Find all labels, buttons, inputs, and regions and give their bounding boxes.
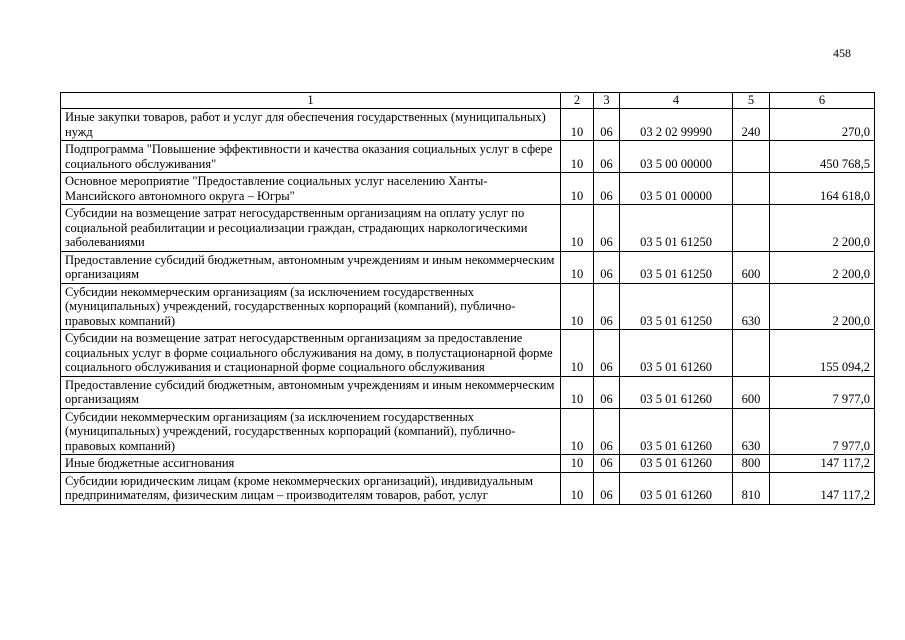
row-section: 10 [561,283,594,330]
row-expense-type [733,330,770,377]
row-target-code: 03 5 00 00000 [620,141,733,173]
row-amount: 147 117,2 [770,455,875,473]
header-cell-5: 5 [733,93,770,109]
row-name: Субсидии некоммерческим организациям (за исключением государственных (муниципальных) учреждений, государственных корпораций (компаний), публично-правовых компаний) [61,408,561,455]
row-target-code: 03 5 01 61260 [620,376,733,408]
row-amount: 147 117,2 [770,472,875,504]
row-section: 10 [561,251,594,283]
table-row [61,173,875,205]
header-cell-2: 2 [561,93,594,109]
row-name: Предоставление субсидий бюджетным, автономным учреждениям и иным некоммерческим организациям [61,376,561,408]
row-subsection: 06 [594,472,620,504]
header-cell-6: 6 [770,93,875,109]
row-subsection: 06 [594,251,620,283]
header-cell-4: 4 [620,93,733,109]
row-target-code: 03 5 01 00000 [620,173,733,205]
row-target-code: 03 5 01 61250 [620,205,733,252]
row-section: 10 [561,109,594,141]
row-target-code: 03 5 01 61250 [620,251,733,283]
budget-table [60,92,875,505]
table-row [61,283,875,330]
row-name: Субсидии на возмещение затрат негосударственным организациям на оплату услуг по социальной реабилитации и ресоциализации граждан, страдающих наркологическими заболеваниями [61,205,561,252]
row-subsection: 06 [594,408,620,455]
page-number: 458 [833,46,851,60]
row-target-code: 03 5 01 61260 [620,472,733,504]
row-amount: 2 200,0 [770,283,875,330]
row-name: Иные закупки товаров, работ и услуг для обеспечения государственных (муниципальных) нужд [61,109,561,141]
table-row [61,251,875,283]
table-row [61,205,875,252]
row-target-code: 03 5 01 61250 [620,283,733,330]
row-name: Иные бюджетные ассигнования [61,455,561,473]
table-row [61,455,875,473]
row-expense-type [733,205,770,252]
row-section: 10 [561,455,594,473]
row-name: Предоставление субсидий бюджетным, автономным учреждениям и иным некоммерческим организациям [61,251,561,283]
row-section: 10 [561,408,594,455]
row-name: Субсидии некоммерческим организациям (за исключением государственных (муниципальных) учреждений, государственных корпораций (компаний), публично-правовых компаний) [61,283,561,330]
row-subsection: 06 [594,109,620,141]
row-expense-type [733,173,770,205]
header-cell-3: 3 [594,93,620,109]
row-expense-type: 800 [733,455,770,473]
row-section: 10 [561,330,594,377]
row-expense-type: 600 [733,251,770,283]
row-name: Основное мероприятие "Предоставление социальных услуг населению Ханты-Мансийского автономного округа – Югры" [61,173,561,205]
row-amount: 155 094,2 [770,330,875,377]
table-row [61,472,875,504]
row-expense-type: 600 [733,376,770,408]
row-section: 10 [561,173,594,205]
row-name: Субсидии юридическим лицам (кроме некоммерческих организаций), индивидуальным предпринимателям, физическим лицам – производителям товаров, работ, услуг [61,472,561,504]
row-amount: 450 768,5 [770,141,875,173]
row-target-code: 03 2 02 99990 [620,109,733,141]
row-subsection: 06 [594,455,620,473]
row-expense-type [733,141,770,173]
row-amount: 270,0 [770,109,875,141]
row-section: 10 [561,376,594,408]
row-expense-type: 810 [733,472,770,504]
row-amount: 7 977,0 [770,408,875,455]
table-row [61,330,875,377]
row-name: Субсидии на возмещение затрат негосударственным организациям за предоставление социальных услуг в форме социального обслуживания на дому, в полустационарной форме социального обслуживания и стационарной форме социального обслуживания [61,330,561,377]
row-expense-type: 240 [733,109,770,141]
row-name: Подпрограмма "Повышение эффективности и качества оказания социальных услуг в сфере социального обслуживания" [61,141,561,173]
row-target-code: 03 5 01 61260 [620,330,733,377]
row-amount: 2 200,0 [770,205,875,252]
row-subsection: 06 [594,330,620,377]
row-subsection: 06 [594,173,620,205]
row-subsection: 06 [594,376,620,408]
row-amount: 7 977,0 [770,376,875,408]
row-amount: 164 618,0 [770,173,875,205]
row-section: 10 [561,205,594,252]
row-target-code: 03 5 01 61260 [620,408,733,455]
header-cell-1: 1 [61,93,561,109]
row-section: 10 [561,141,594,173]
row-subsection: 06 [594,141,620,173]
table-row [61,408,875,455]
row-target-code: 03 5 01 61260 [620,455,733,473]
row-section: 10 [561,472,594,504]
row-amount: 2 200,0 [770,251,875,283]
row-subsection: 06 [594,205,620,252]
table-row [61,376,875,408]
row-expense-type: 630 [733,408,770,455]
row-expense-type: 630 [733,283,770,330]
table-row [61,109,875,141]
table-row [61,141,875,173]
header-row [61,93,875,109]
row-subsection: 06 [594,283,620,330]
